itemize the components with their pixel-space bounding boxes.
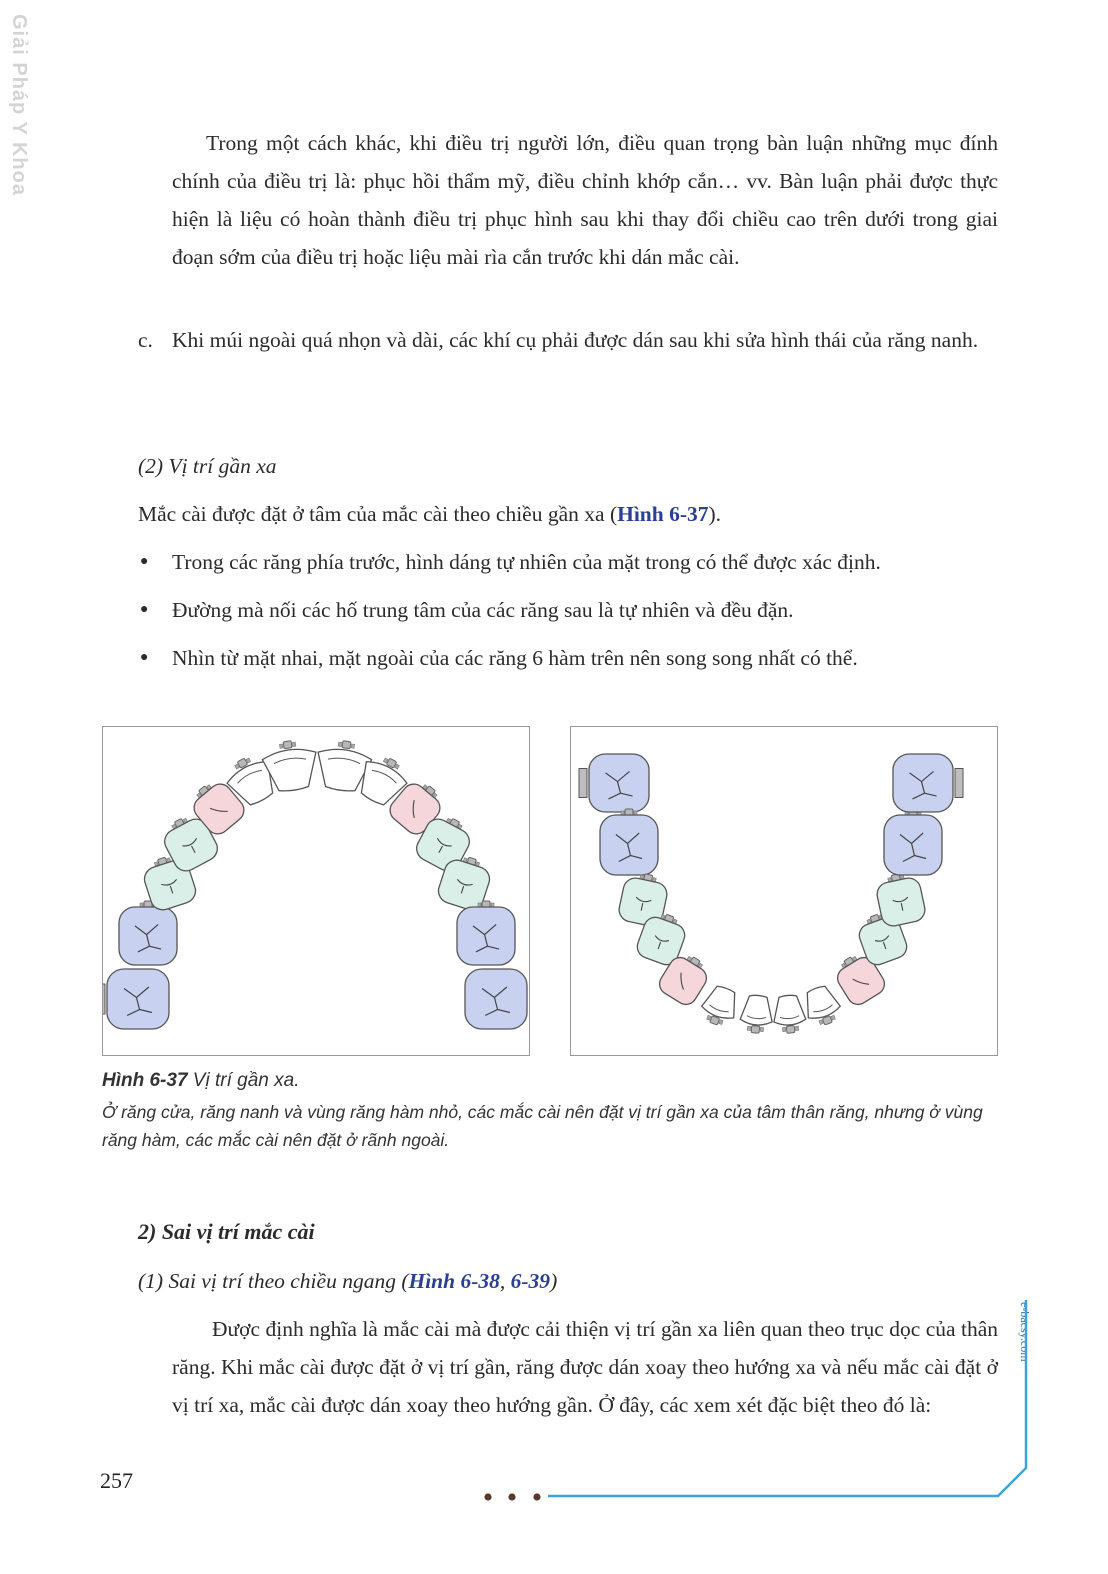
section-heading-position: (2) Vị trí gần xa [138,454,277,478]
bullet-item-2: Đường mà nối các hố trung tâm của các răng sau là tự nhiên và đều đặn. [172,598,794,622]
decorative-dot [484,1493,491,1500]
decorative-dot [533,1493,540,1500]
subsection-heading-text: (1) Sai vị trí theo chiều ngang ( [138,1269,409,1293]
figure-title: Vị trí gần xa. [187,1070,300,1091]
bullet-marker: ● [140,650,149,665]
bullet-marker: ● [140,602,149,617]
bullet-item-1: Trong các răng phía trước, hình dáng tự nhiên của mặt trong có thể được xác định. [172,550,881,574]
item-c-marker: c. [138,328,153,352]
section-heading-malposition: 2) Sai vị trí mắc cài [138,1219,315,1244]
subsection-end: ) [550,1269,558,1293]
section-intro-end: ). [708,502,722,526]
bullet-item-3: Nhìn từ mặt nhai, mặt ngoài của các răng 6 hàm trên nên song song nhất có thể. [172,646,858,670]
figure-ref-6-37[interactable]: Hình 6-37 [617,502,709,526]
frame-line [548,1300,1026,1496]
page-number: 257 [100,1468,133,1493]
paragraph-malposition-text: Được định nghĩa là mắc cài mà được cải thiện vị trí gần xa liên quan theo trục dọc của thân răng. Khi mắc cài được đặt ở vị trí gần, răng được dán xoay theo hướng xa và nếu mắc cài đặt ở vị trí xa, mắc cài được dán xoay theo hướng gần. Ở đây, các xem xét đặc biệt theo đó là: [172,1317,998,1417]
item-c-text: Khi múi ngoài quá nhọn và dài, các khí cụ phải được dán sau khi sửa hình thái của răng nanh. [172,328,979,352]
decorative-dot [508,1493,515,1500]
bullet-marker: ● [140,554,149,569]
watermark: Giải Pháp Y Khoa [8,14,30,196]
paragraph-1-text: Trong một cách khác, khi điều trị người lớn, điều quan trọng bàn luận những mục đính chính của điều trị là: phục hồi thẩm mỹ, điều chỉnh khớp cắn… vv. Bàn luận phải được thực hiện là liệu có hoàn thành điều trị phục hình sau khi thay đổi chiều cao trên dưới trong giai đoạn sớm của điều trị hoặc liệu mài rìa cắn trước khi dán mắc cài. [172,131,998,269]
figure-ref-6-39[interactable]: 6-39 [510,1269,551,1293]
subsection-sep: , [499,1269,511,1293]
figure-ref-6-38[interactable]: Hình 6-38 [408,1269,500,1293]
section-intro-text: Mắc cài được đặt ở tâm của mắc cài theo chiều gần xa ( [138,502,618,526]
figure-label: Hình 6-37 [102,1070,188,1091]
figure-caption-body: Ở răng cửa, răng nanh và vùng răng hàm nhỏ, các mắc cài nên đặt vị trí gần xa của tâm thân răng, nhưng ở vùng răng hàm, các mắc cài nên đặt ở rãnh ngoài. [102,1102,983,1150]
side-link[interactable]: e-bacsy.com [1018,1302,1032,1362]
